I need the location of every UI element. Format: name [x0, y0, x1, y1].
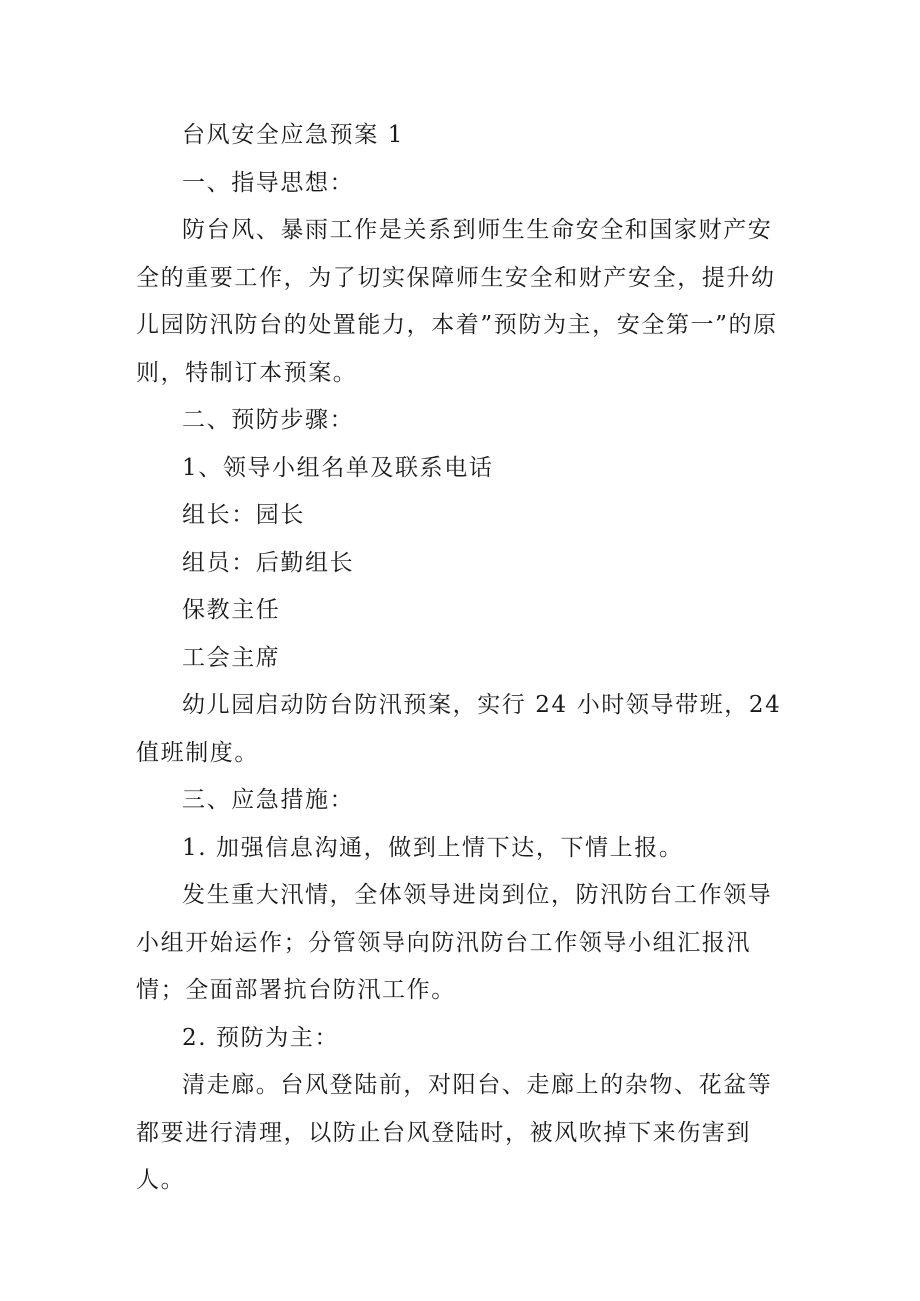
- list-item-prevention-first: 2. 预防为主：: [182, 1024, 340, 1051]
- paragraph-duty-system: 幼儿园启动防台防汛预案，实行 24 小时领导带班，24 值班制度。: [136, 692, 782, 766]
- paragraph-major-flood: 发生重大汛情，全体领导进岗到位，防汛防台工作领导小组开始运作；分管领导向防汛防台工作领导小组汇报汛情；全面部署抗台防汛工作。: [136, 882, 773, 1003]
- section-heading-prevention-steps: 二、预防步骤：: [182, 407, 355, 433]
- list-item-education-director: 保教主任: [182, 597, 281, 623]
- document-title: 台风安全应急预案 1: [182, 122, 404, 148]
- document-body: [136, 112, 791, 1205]
- list-item-communication: 1. 加强信息沟通，做到上情下达，下情上报。: [182, 834, 684, 861]
- list-item-group-leader: 组长：园长: [182, 502, 305, 528]
- list-item-group-members: 组员：后勤组长: [182, 549, 355, 576]
- paragraph-guiding-ideology: 防台风、暴雨工作是关系到师生生命安全和国家财产安全的重要工作，为了切实保障师生安全和财产安全，提升幼儿园防汛防台的处置能力，本着”预防为主，安全第一”的原则，特制订本预案。: [136, 217, 778, 386]
- section-heading-guiding-ideology: 一、指导思想：: [182, 169, 355, 196]
- paragraph-clear-corridors: 清走廊。台风登陆前，对阳台、走廊上的杂物、花盆等都要进行清理，以防止台风登陆时，被风吹掉下来伤害到人。: [136, 1072, 773, 1193]
- list-item-leadership-group: 1、领导小组名单及联系电话: [182, 454, 494, 481]
- list-item-union-chair: 工会主席: [182, 644, 281, 671]
- section-heading-emergency-measures: 三、应急措施：: [182, 787, 355, 813]
